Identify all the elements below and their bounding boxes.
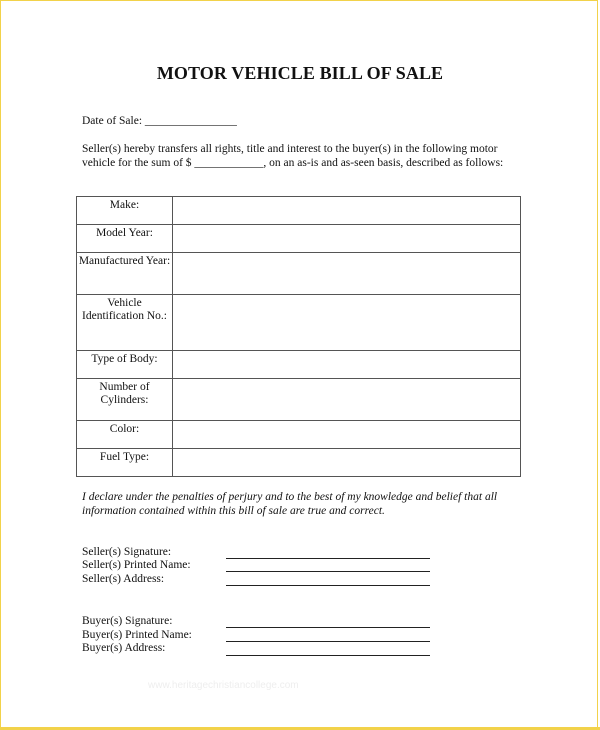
seller-printed-name-label: Seller(s) Printed Name: bbox=[82, 559, 191, 571]
fuel-type-value[interactable] bbox=[173, 449, 521, 477]
model-year-label: Model Year: bbox=[77, 225, 173, 253]
make-label: Make: bbox=[77, 197, 173, 225]
seller-signature-label: Seller(s) Signature: bbox=[82, 546, 172, 558]
fuel-type-label: Fuel Type: bbox=[77, 449, 173, 477]
document-title: MOTOR VEHICLE BILL OF SALE bbox=[156, 63, 444, 83]
buyer-signature-line[interactable] bbox=[226, 627, 430, 628]
make-value[interactable] bbox=[173, 197, 521, 225]
manufactured-year-value[interactable] bbox=[173, 253, 521, 295]
seller-printed-name-line[interactable] bbox=[226, 571, 430, 572]
color-value[interactable] bbox=[173, 421, 521, 449]
buyer-address-label: Buyer(s) Address: bbox=[82, 642, 166, 654]
table-row-manufactured-year bbox=[77, 253, 521, 295]
table-row-color bbox=[77, 421, 521, 449]
buyer-printed-name-label: Buyer(s) Printed Name: bbox=[82, 629, 192, 641]
manufactured-year-label: Manufactured Year: bbox=[77, 253, 173, 295]
table-row-model-year bbox=[77, 225, 521, 253]
table-row-cylinders bbox=[77, 379, 521, 421]
seller-address-line[interactable] bbox=[226, 585, 430, 586]
vehicle-details-table bbox=[76, 196, 521, 477]
buyer-printed-name-line[interactable] bbox=[226, 641, 430, 642]
cylinders-value[interactable] bbox=[173, 379, 521, 421]
table-row-fuel-type bbox=[77, 449, 521, 477]
cylinders-label: Number of Cylinders: bbox=[77, 379, 173, 421]
seller-signature-line[interactable] bbox=[226, 558, 430, 559]
intro-paragraph: Seller(s) hereby transfers all rights, title and interest to the buyer(s) in the following motor vehicle for the sum of $ ____________, on an as-is and as-seen basis, described as follows: bbox=[82, 143, 504, 169]
buyer-signature-label: Buyer(s) Signature: bbox=[82, 615, 173, 627]
type-of-body-label: Type of Body: bbox=[77, 351, 173, 379]
table-row-type-of-body bbox=[77, 351, 521, 379]
buyer-address-line[interactable] bbox=[226, 655, 430, 656]
vin-label: Vehicle Identification No.: bbox=[77, 295, 173, 351]
table-row-make bbox=[77, 197, 521, 225]
color-label: Color: bbox=[77, 421, 173, 449]
seller-address-label: Seller(s) Address: bbox=[82, 573, 165, 585]
vin-value[interactable] bbox=[173, 295, 521, 351]
model-year-value[interactable] bbox=[173, 225, 521, 253]
declaration-paragraph: I declare under the penalties of perjury and to the best of my knowledge and belief that all information contained within this bill of sale are true and correct. bbox=[82, 491, 498, 517]
watermark-text: www.heritagechristiancollege.com bbox=[148, 680, 299, 691]
type-of-body-value[interactable] bbox=[173, 351, 521, 379]
table-row-vin bbox=[77, 295, 521, 351]
date-of-sale-line: Date of Sale: ________________ bbox=[82, 115, 237, 127]
